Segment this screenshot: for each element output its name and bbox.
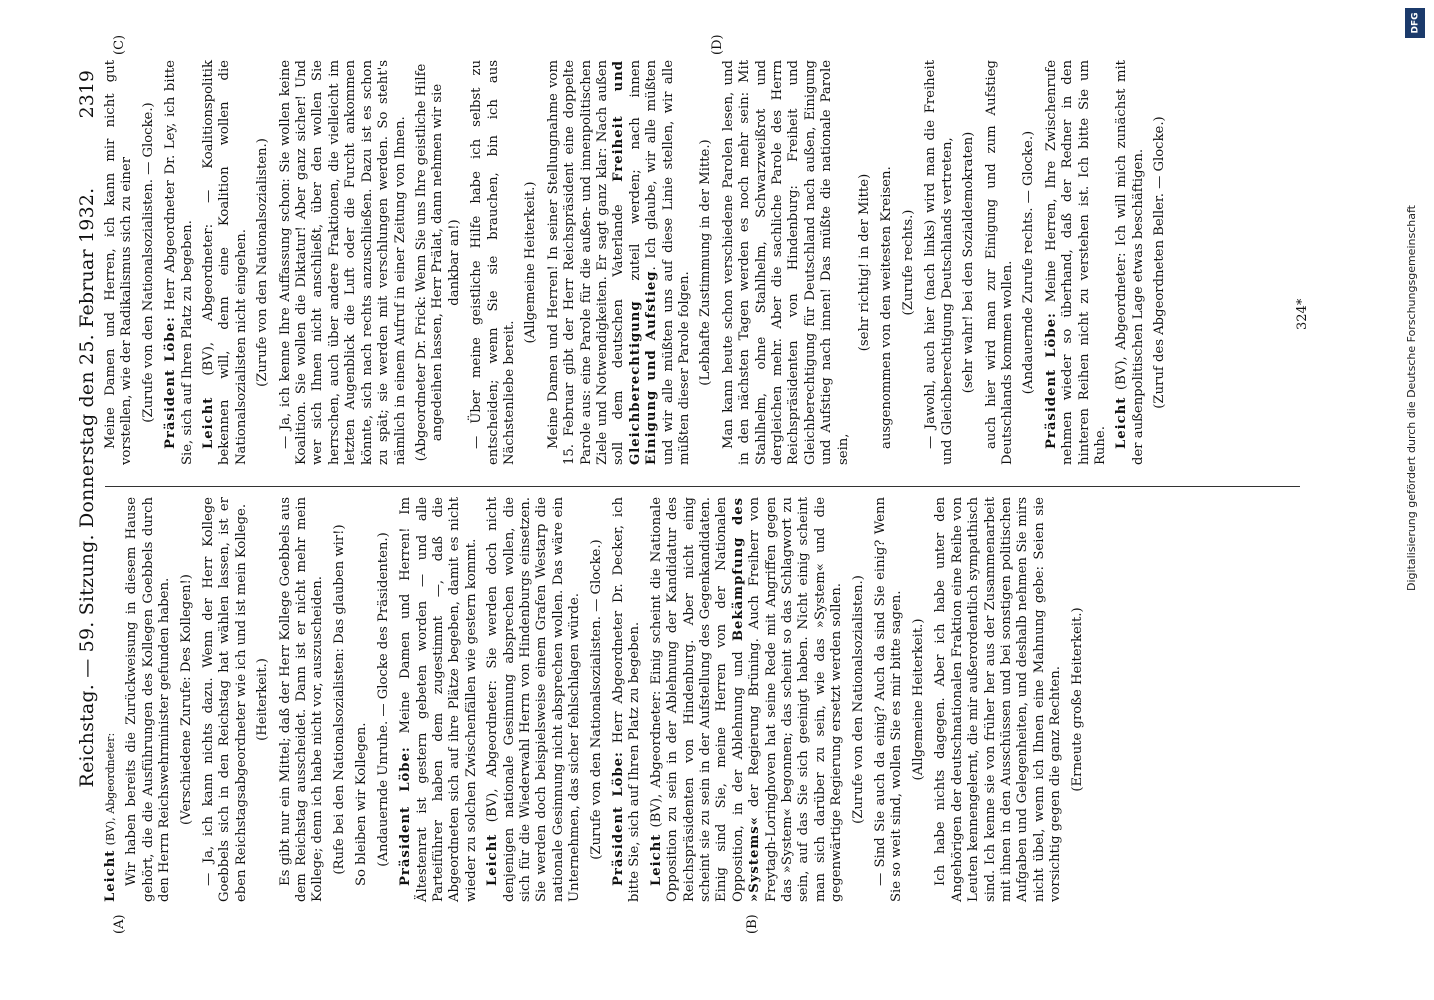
speech-text: Herr Abgeordneter Dr. Ley, ich bitte Sie, sich auf Ihren Platz zu begeben. [163,60,195,465]
paragraph [398,497,480,902]
interjection: (sehr wahr! bei den Sozialdemokraten) [961,131,977,394]
speech-text: Herr Abgeordneter Dr. Decker, ich bitte Sie, sich auf Ihren Platz zu begeben. [610,497,643,902]
column-divider [105,486,1300,487]
paragraph: Wir haben bereits die Zurückweisung in diesem Hause gehört, die die Ausführungen des Kollegen Goebbels durch den Herrn Reichswehrminister gefunden haben. [124,497,173,902]
interjection: (Zurufe von den Nationalsozialisten.) [255,138,271,387]
paragraph [103,497,119,902]
margin-marker-d: (D) [710,34,725,55]
speaker-name: Leicht [485,833,501,886]
paragraph: — Über meine geistliche Hilfe habe ich selbst zu entscheiden; wenn Sie sie brauchen, bin ich aus Nächstenliebe bereit. [469,60,517,465]
paragraph [201,60,250,465]
interjection: (Lebhafte Zustimmung in der Mitte.) [698,139,714,386]
emphasis-text: Einigung und Aufstieg [644,270,660,465]
paragraph: — Sind Sie auch da einig? Auch da sind Sie einig? Wenn Sie so weit sind, wollen Sie es mir bitte sagen. [873,497,905,902]
speech-text: (BV), Abgeordneter: — Koalitionspolitik bekennen will, denn eine Koalition wollen die Nationalsozialisten nicht eingehen. [201,60,249,465]
speech-text: (BV), Abgeordneter: Einig scheint die Nationale Opposition zu sein in der Ablehnung der Kandidatur des Reichspräsidenten von Hindenburg. Aber nicht einig scheint sie zu sein in der Aufstellung des Gegenkandidaten. Einig sind Sie, meine Herren von der Nationalen Opposition, in der Ablehnung und [648,497,746,902]
interjection: (Heiterkeit.) [255,658,271,741]
speaker-name: Präsident Löbe: [398,746,414,886]
paragraph [163,60,196,465]
dfg-logo: DFG [1405,8,1425,38]
interjection: (Allgemeine Heiterkeit.) [523,181,539,344]
interjection: (Allgemeine Heiterkeit.) [910,618,926,781]
paragraph [1044,60,1110,465]
speaker-name: Leicht [1114,396,1130,449]
interjection: (Abgeordneter Dr. Frick: Wenn Sie uns Ihre geistliche Hilfe angedeihen lassen, Herr Prälat, dann nehmen wir sie dankbar an!) [413,63,462,462]
emphasis-text: Freiheit und Gleichberechtigung [611,59,643,465]
interjection: (sehr richtig! in der Mitte) [857,173,873,352]
emphasis-text: Bekämpfung des »Systems« [730,496,763,902]
paragraph: Meine Damen und Herren, ich kann mir nicht gut vorstellen, wie der Radikalismus sich zu einer [103,60,135,465]
speaker-role: (BV), Abgeordneter: [104,732,117,846]
right-column [103,60,1175,465]
paragraph: Ich habe nichts dagegen. Aber ich habe unter den Angehörigen der deutschnationalen Fraktion eine Reihe von Leuten kennengelernt, die mir außerordentlich sympathisch sind. Ich kenne sie von früher her aus der Zusammenarbeit mit ihnen in den Ausschüssen und bei sonstigen politischen Aufgaben und Gelegenheiten, und deshalb nehmen Sie mirs nicht übel, wenn ich Ihnen eine Mahnung gebe: Seien sie vorsichtig gegen die ganz Rechten. [933,497,1064,902]
speech-text: . Ich glaube, wir alle müßten und wir alle müßten uns auf diese Linie stellen, wir alle müßten dieser Parole folgen. [644,60,692,465]
page-number: 2319 [76,70,98,119]
interjection: (Rufe bei den Nationalsozialisten: Das glauben wir!) [331,524,347,875]
paragraph: — Ja, ich kenne Ihre Auffassung schon: Sie wollen keine Koalition. Sie wollen die Diktatur! Aber ganz sicher! Und wer sich Ihnen nicht anschließt, über den wollen Sie herrschen, auch über andere Fraktionen, die vielleicht im letzten Augenblick die Luft oder die Furcht ankommen könnte, sich nach rechts anzuschließen. Dazu ist es schon zu spät; sie werden mit verschlungen werden. So steht's nämlich in einem Aufruf in einer Zeitung von Ihnen. [277,60,408,465]
paragraph: Es gibt nur ein Mittel; daß der Herr Kollege Goebbels aus dem Reichstag ausscheidet. Dann ist er nicht mehr mein Kollege; denn ich habe nicht vor, auszuscheiden. [277,497,326,902]
margin-marker-b: (B) [745,914,760,934]
page-title: Reichstag. — 59. Sitzung. Donnerstag den 25. Februar 1932. [76,187,98,788]
margin-marker-a: (A) [112,914,127,934]
speech-text: (BV), Abgeordneter: Ich will mich zunächst mit der außenpolitischen Lage etwas beschäftigen. [1114,60,1146,465]
speaker-name: Präsident Löbe: [1043,312,1059,449]
speech-text: der Regierung Brüning. Auch Freiherr von Freytagh-Loringhoven hat seine Rede mit Angriffen gegen das »System« begonnen; das scheint so das Schlagwort zu sein, auf das Sie sich geeinigt haben. Nicht einig scheint man sich darüber zu sein, wie das »System« und die gegenwärtige Regierung ersetzt werden sollen. [747,497,845,902]
page-header [70,70,100,905]
interjection: (Zurufe von den Nationalsozialisten.) [850,575,866,824]
signature-mark: 324* [1295,298,1310,330]
paragraph [649,497,846,902]
paragraph [611,497,644,902]
speaker-name: Leicht [103,849,118,902]
paragraph: ausgenommen von den weitesten Kreisen. [879,166,895,449]
interjection: (Zurufe von den Nationalsozialisten. — Glocke.) [140,102,156,423]
margin-marker-c: (C) [112,34,127,55]
speaker-name: Präsident Löbe: [610,751,626,886]
paragraph: Man kann heute schon verschiedene Parolen lesen, und in den nächsten Tagen werden es noch mehr sein: Mit Stahlhelm, ohne Stahlhelm, Schwarzweißrot und dergleichen mehr. Aber die sachliche Parole des Herrn Reichspräsidenten von Hindenburg: Freiheit und Gleichberechtigung für Deutschland nach außen, Einigung und Aufstieg nach innen! Das müßte die nationale Parole sein, [720,60,851,465]
interjection: (Andauernde Zurufe rechts. — Glocke.) [1021,130,1037,395]
left-column [103,497,1092,902]
interjection: (Zurufe rechts.) [900,209,916,316]
paragraph [485,497,583,902]
interjection: (Zuruf des Abgeordneten Beller. — Glocke.) [1152,116,1168,409]
paragraph: — Ja, ich kann nichts dazu. Wenn der Herr Kollege Goebbels sich in den Reichstag hat wählen lassen, ist er eben Reichstagsabgeordneter wie ich und ist mein Kollege. [201,497,249,902]
speaker-name: Präsident Löbe: [163,316,179,449]
dfg-credit-text: Digitalisierung gefördert durch die Deutsche Forschungsgemeinschaft [1405,205,1418,591]
interjection: (Zurufe von den Nationalsozialisten. — Glocke.) [588,539,604,860]
speaker-name: Leicht [648,833,664,886]
speech-text: Meine Damen und Herren! In seiner Stellungnahme vom 15. Februar gibt der Herr Reichspräsident eine doppelte Parole aus: eine Parole für die außen- und innenpolitischen Ziele und Notwendigkeiten. Er sagt ganz klar: Nach außen soll dem deutschen Vaterlande [545,60,627,465]
speech-text: Meine Herren, Ihre Zwischenrufe nehmen wieder so überhand, daß der Redner in den hinteren Reihen nicht zu verstehen ist. Ich bitte Sie um Ruhe. [1043,60,1108,465]
interjection: (Verschiedene Zurufe: Des Kollegen!) [178,574,194,825]
paragraph: — Jawohl, auch hier (nach links) wird man die Freiheit und Gleichberechtigung Deutschlands vertreten, [923,60,955,465]
interjection: (Erneute große Heiterkeit.) [1069,607,1085,792]
speech-text: Meine Damen und Herren! Im Ältestenrat ist gestern gebeten worden — und alle Parteiführer haben dem zugestimmt —, daß die Abgeordneten sich auf ihre Plätze begeben, damit es nicht wieder zu solchen Zwischenfällen wie gestern kommt. [398,497,479,902]
paragraph [546,60,694,465]
interjection: (Andauernde Unruhe. — Glocke des Präsidenten.) [375,532,391,867]
speaker-name: Leicht [201,396,217,449]
paragraph: auch hier wird man zur Einigung und zum Aufstieg Deutschlands kommen wollen. [983,60,1015,465]
speech-text: (BV), Abgeordneter: Sie werden doch nicht denjenigen nationale Gesinnung absprechen wollen, die sich für die Wiederwahl Herrn von Hindenburgs einsetzen. Sie werden doch beispielsweise einem Grafen Westarp die nationale Gesinnung nicht absprechen wollen. Das wäre ein Unternehmen, das sicher fehlschlagen würde. [485,497,583,902]
dfg-sidebar [1405,8,1425,993]
paragraph: So bleiben wir Kollegen. [354,722,370,886]
paragraph [1114,60,1147,465]
speech-text: zuteil werden; nach innen [627,60,643,281]
